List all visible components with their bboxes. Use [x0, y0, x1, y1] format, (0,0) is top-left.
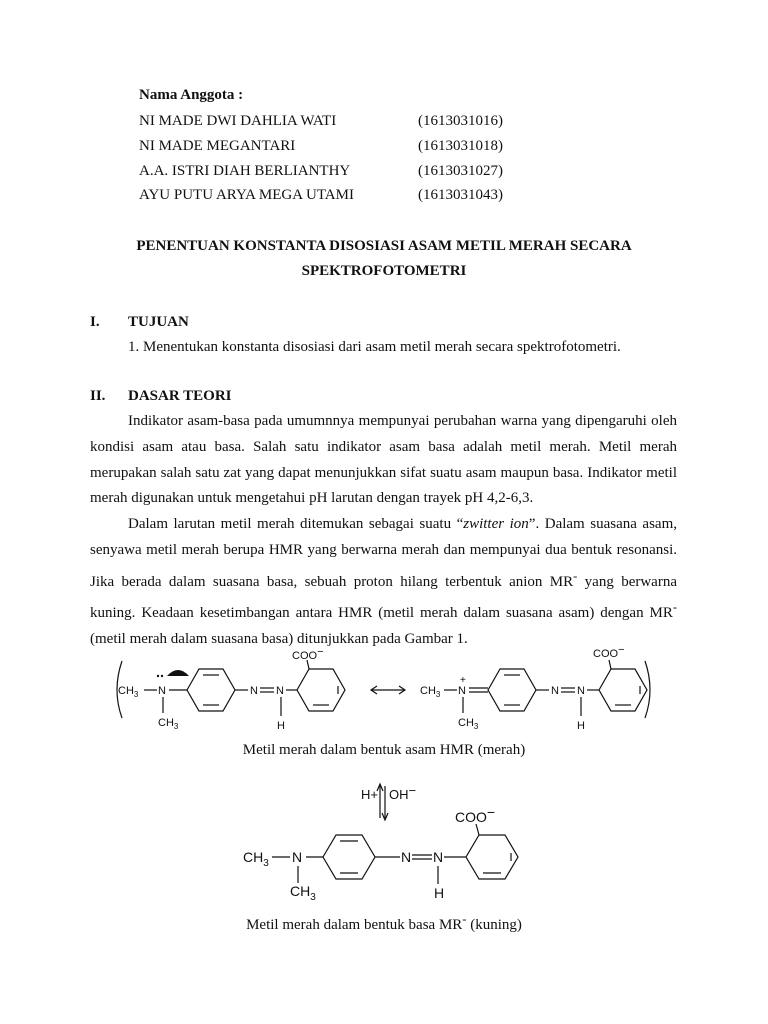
nitrogen-label: N [158, 685, 166, 697]
hydrogen-label: H [434, 885, 445, 901]
azo-nitrogen-label: N [551, 685, 559, 697]
nitrogen-label: N [458, 685, 466, 697]
hydrogen-label: H [577, 720, 585, 732]
text-run: Dalam larutan metil merah ditemukan sebagai suatu “ [128, 516, 464, 532]
azo-nitrogen-label: N [250, 685, 258, 697]
text-run: yang berwarna kuning. Keadaan kesetimbangan antara HMR (metil merah dalam suasana asam) dengan MR [90, 573, 677, 622]
member-name: NI MADE MEGANTARI [139, 138, 296, 154]
superscript: - [672, 600, 677, 615]
member-id: (1613031016) [418, 113, 503, 129]
azo-nitrogen-label: N [276, 685, 284, 697]
member-id: (1613031018) [418, 138, 503, 154]
nitrogen-label: N [292, 849, 303, 865]
superscript: - [462, 912, 467, 926]
members-heading: Nama Anggota : [139, 87, 244, 103]
text-run: (kuning) [466, 917, 522, 933]
methyl-label: $CH_3$ [290, 883, 316, 903]
title-line-1: PENENTUAN KONSTANTA DISOSIASI ASAM METIL MERAH SECARA [136, 238, 632, 254]
member-name: NI MADE DWI DAHLIA WATI [139, 113, 337, 129]
positive-charge-label: + [460, 675, 466, 686]
text-run: Metil merah dalam bentuk basa MR [246, 917, 463, 933]
hydroxide-label: OH− [389, 783, 417, 802]
caption-base-form [0, 912, 768, 934]
methyl-label: $CH_3$ [118, 685, 139, 699]
section-1-title: TUJUAN [128, 314, 189, 330]
text-run: ”. Dalam suasana asam, senyawa metil merah berupa HMR yang berwarna merah dan mempunyai dua bentuk resonansi. Jika berada dalam suasana basa, sebuah proton hilang terbentuk anion MR [90, 516, 677, 590]
methyl-label: $CH_3$ [458, 717, 479, 731]
text-run: (metil merah dalam suasana basa) ditunjukkan pada Gambar 1. [90, 631, 468, 648]
methyl-label: $CH_3$ [420, 685, 441, 699]
section-2-number: II. [90, 388, 106, 404]
objective-item: 1. Menentukan konstanta disosiasi dari asam metil merah secara spektrofotometri. [128, 339, 621, 355]
caption-acid-form: Metil merah dalam bentuk asam HMR (merah) [242, 742, 526, 758]
section-2-title: DASAR TEORI [128, 388, 232, 404]
azo-nitrogen-label: N [577, 685, 585, 697]
title-line-2: SPEKTROFOTOMETRI [301, 263, 467, 279]
lone-pair-orbital-icon [167, 670, 189, 676]
carboxylate-label: COO− [593, 644, 625, 660]
carboxylate-label: COO− [292, 646, 324, 662]
methyl-label: $CH_3$ [158, 717, 179, 731]
paragraph-text: Indikator asam-basa pada umumnnya mempunyai perubahan warna yang dipengaruhi oleh kondisi asam atau basa. Salah satu indikator asam basa adalah metil merah. Metil merah merupakan salah satu zat yang dapat menunjukkan sifat suatu asam maupun basa. Indikator metil merah digunakan untuk mengetahui pH larutan dengan trayek pH 4,2-6,3. [90, 413, 677, 507]
azo-nitrogen-label: N [433, 849, 444, 865]
azo-nitrogen-label: N [401, 849, 412, 865]
section-1-number: I. [90, 314, 100, 330]
superscript: - [573, 568, 578, 583]
member-name: AYU PUTU ARYA MEGA UTAMI [139, 187, 354, 203]
hydrogen-label: H [277, 720, 285, 732]
italic-term: zwitter ion [463, 516, 529, 532]
member-name: A.A. ISTRI DIAH BERLIANTHY [139, 163, 351, 179]
member-id: (1613031043) [418, 187, 503, 203]
member-id: (1613031027) [418, 163, 503, 179]
methyl-label: $CH_3$ [243, 849, 269, 869]
carboxylate-label: COO− [455, 804, 496, 825]
proton-label: H+ [361, 787, 378, 802]
